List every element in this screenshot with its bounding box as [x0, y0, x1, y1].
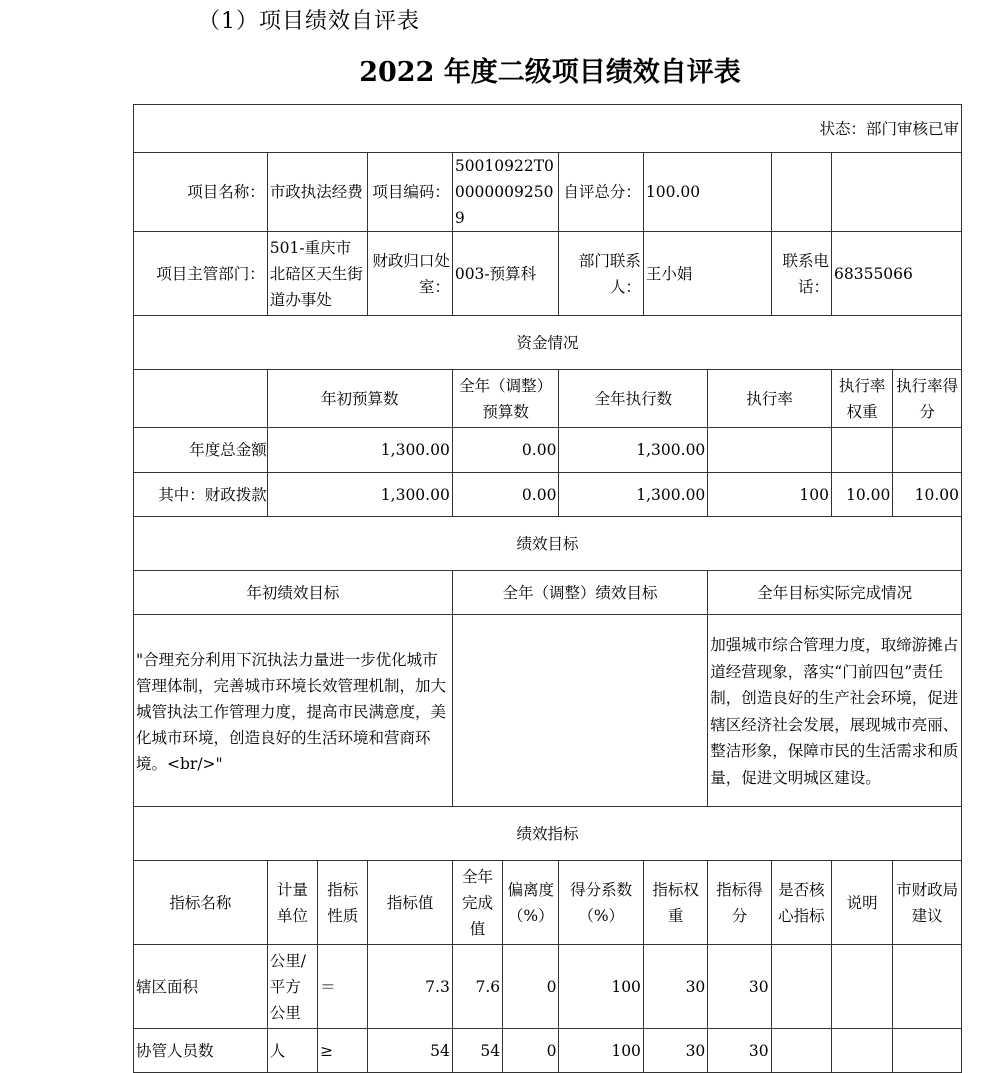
- ind-row-target: 7.3: [368, 945, 452, 1029]
- funds-header-adjusted: 全年（调整）预算数: [452, 370, 559, 428]
- self-evaluation-table: [133, 104, 962, 1073]
- goal-initial-text: "合理充分利用下沉执法力量进一步优化城市管理体制，完善城市环境长效管理机制，加大城管执法工作管理力度，提高市民满意度，美化城市环境，创造良好的生活环境和营商环境。<br/>": [134, 615, 453, 807]
- score-label: 自评总分：: [559, 153, 643, 232]
- ind-header-note: 说明: [832, 861, 893, 945]
- ind-header-unit: 计量单位: [267, 861, 317, 945]
- funds-row-score: 10.00: [893, 473, 962, 517]
- funds-row-score: [893, 428, 962, 473]
- project-name-label: 项目名称：: [134, 153, 268, 232]
- ind-row-deviation: 0: [503, 1029, 559, 1073]
- ind-row-weight: 30: [643, 945, 707, 1029]
- ind-row-target: 54: [368, 1029, 452, 1073]
- ind-row-name: 辖区面积: [134, 945, 268, 1029]
- ind-header-weight: 指标权重: [643, 861, 707, 945]
- funds-row-label: 年度总金额: [134, 428, 268, 473]
- ind-row-name: 协管人员数: [134, 1029, 268, 1073]
- ind-header-target: 指标值: [368, 861, 452, 945]
- goal-actual-text: 加强城市综合管理力度，取缔游摊占道经营现象，落实“门前四包”责任制，创造良好的生产社会环境，促进辖区经济社会发展，展现城市亮丽、整洁形象，保障市民的生活需求和质量，促进文明城区建设。: [708, 615, 962, 807]
- funds-row-label: 其中：财政拨款: [134, 473, 268, 517]
- project-code-label: 项目编码：: [368, 153, 452, 232]
- ind-row-score: 30: [708, 1029, 771, 1073]
- finance-value: 003-预算科: [452, 232, 559, 316]
- ind-row-core: [771, 945, 831, 1029]
- contact-label: 部门联系人：: [559, 232, 643, 316]
- funds-header-rate: 执行率: [708, 370, 832, 428]
- ind-row-coef: 100: [559, 1029, 643, 1073]
- ind-row-unit: 公里/平方公里: [267, 945, 317, 1029]
- ind-row-nature: ＝: [318, 945, 368, 1029]
- goals-header-adjusted: 全年（调整）绩效目标: [452, 571, 707, 615]
- phone-value: 68355066: [832, 232, 962, 316]
- ind-row-weight: 30: [643, 1029, 707, 1073]
- ind-row-coef: 100: [559, 945, 643, 1029]
- empty-cell: [832, 153, 962, 232]
- funds-row-weight: 10.00: [832, 473, 893, 517]
- goals-section-title: 绩效目标: [134, 517, 962, 571]
- goal-adjusted-text: [452, 615, 707, 807]
- ind-row-nature: ≥: [318, 1029, 368, 1073]
- funds-section-title: 资金情况: [134, 316, 962, 370]
- funds-header-blank: [134, 370, 268, 428]
- ind-header-advice: 市财政局建议: [893, 861, 962, 945]
- score-value: 100.00: [643, 153, 771, 232]
- finance-label: 财政归口处室：: [368, 232, 452, 316]
- funds-row-rate: [708, 428, 832, 473]
- ind-row-advice: [893, 1029, 962, 1073]
- ind-row-score: 30: [708, 945, 771, 1029]
- funds-row-executed: 1,300.00: [559, 473, 708, 517]
- ind-header-score: 指标得分: [708, 861, 771, 945]
- funds-header-budget: 年初预算数: [267, 370, 452, 428]
- ind-row-unit: 人: [267, 1029, 317, 1073]
- funds-header-weight: 执行率权重: [832, 370, 893, 428]
- funds-row-executed: 1,300.00: [559, 428, 708, 473]
- funds-row-weight: [832, 428, 893, 473]
- dept-label: 项目主管部门：: [134, 232, 268, 316]
- project-name-value: 市政执法经费: [267, 153, 368, 232]
- funds-row-budget: 1,300.00: [267, 428, 452, 473]
- ind-row-note: [832, 945, 893, 1029]
- status-text: 状态：部门审核已审: [134, 105, 962, 153]
- section-heading: （1）项目绩效自评表: [198, 9, 420, 34]
- ind-row-deviation: 0: [503, 945, 559, 1029]
- ind-row-actual: 7.6: [452, 945, 502, 1029]
- project-code-value: 50010922T000000092509: [452, 153, 559, 232]
- funds-row-rate: 100: [708, 473, 832, 517]
- ind-header-nature: 指标性质: [318, 861, 368, 945]
- empty-cell: [771, 153, 831, 232]
- ind-header-core: 是否核心指标: [771, 861, 831, 945]
- funds-row-adjusted: 0.00: [452, 428, 559, 473]
- ind-row-advice: [893, 945, 962, 1029]
- ind-header-name: 指标名称: [134, 861, 268, 945]
- funds-header-executed: 全年执行数: [559, 370, 708, 428]
- ind-header-actual: 全年完成值: [452, 861, 502, 945]
- funds-row-budget: 1,300.00: [267, 473, 452, 517]
- goals-header-initial: 年初绩效目标: [134, 571, 453, 615]
- dept-value: 501-重庆市北碚区天生街道办事处: [267, 232, 368, 316]
- funds-header-score: 执行率得分: [893, 370, 962, 428]
- goals-header-actual: 全年目标实际完成情况: [708, 571, 962, 615]
- contact-value: 王小娟: [643, 232, 771, 316]
- ind-header-coef: 得分系数（%）: [559, 861, 643, 945]
- ind-row-note: [832, 1029, 893, 1073]
- ind-header-deviation: 偏离度（%）: [503, 861, 559, 945]
- funds-row-adjusted: 0.00: [452, 473, 559, 517]
- ind-row-core: [771, 1029, 831, 1073]
- page-title: 2022 年度二级项目绩效自评表: [359, 57, 741, 88]
- ind-row-actual: 54: [452, 1029, 502, 1073]
- indicators-section-title: 绩效指标: [134, 807, 962, 861]
- phone-label: 联系电话：: [771, 232, 831, 316]
